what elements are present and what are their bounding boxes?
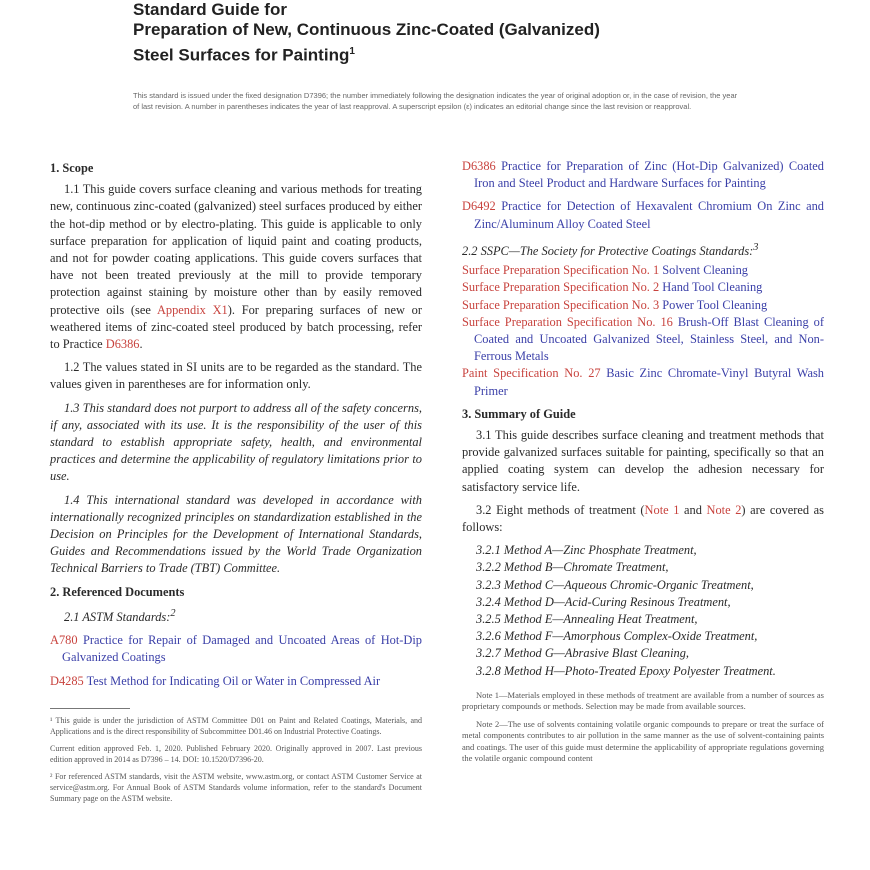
sspc-item[interactable]: Surface Preparation Specification No. 2 Hand Tool Cleaning bbox=[462, 280, 763, 295]
note-1: Note 1—Materials employed in these methods of treatment are available from a number of sources as proprietary compounds or methods. Selection may be made from available sources. bbox=[462, 689, 824, 712]
list-item: 3.2.5 Method E—Annealing Heat Treatment, bbox=[476, 612, 698, 626]
right-column bbox=[462, 158, 824, 771]
document-title bbox=[133, 0, 773, 67]
note-2-link[interactable]: Note 2 bbox=[706, 502, 742, 517]
list-item: 3.2.1 Method A—Zinc Phosphate Treatment, bbox=[476, 543, 697, 558]
scope-paragraph-1: 1.1 This guide covers surface cleaning and various methods for treating new, continuous zinc-coated (galvanized) steel surfaces produced by either the hot-dip method or by electro-plating. This guide is applicable to only surface preparation for application of liquid paint and coating products, and not for powder coating applications. This guide covers surfaces that have not been treated previously at the mill to provide temporary protection against staining by moisture other than by easily removed protective oils (see Appendix X1). For preparing surfaces of new or weathered items of zinc-coated steel produced by batch processing, refer to Practice D6386. bbox=[50, 182, 423, 352]
note-1-link[interactable]: Note 1 bbox=[644, 502, 680, 517]
sspc-standards-label: 2.2 SSPC—The Society for Protective Coatings Standards:$^3$ bbox=[462, 241, 759, 258]
reference-item[interactable]: D4285 Test Method for Indicating Oil or Water in Compressed Air bbox=[50, 673, 381, 688]
sspc-item[interactable]: Surface Preparation Specification No. 16 Brush-Off Blast Cleaning of Coated and Uncoated Galvanized Steel, Stainless Steel, and Non-Ferrous Metals bbox=[462, 314, 824, 364]
footnote-1: ¹ This guide is under the jurisdiction of ASTM Committee D01 on Paint and Related Coatings, Materials, and Applications and is the direct responsibility of Subcommittee D01.46 on Industrial Protective Coatings. bbox=[50, 715, 422, 736]
scope-paragraph-3: 1.3 This standard does not purport to address all of the safety concerns, if any, associated with its use. It is the responsibility of the user of this standard to establish appropriate safety, health, and environmental practices and determine the applicability of regulatory limitations prior to use. bbox=[50, 400, 422, 484]
methods-list bbox=[462, 542, 824, 680]
issuance-notice: This standard is issued under the fixed designation D7396; the number immediately following the designation indicates the year of original adoption or, in the case of revision, the year of last revision. A number in parentheses indicates the year of last reapproval. A superscript epsilon (ε) indicates an editorial change since the last revision or reapproval. bbox=[133, 91, 738, 111]
sspc-item[interactable]: Paint Specification No. 27 Basic Zinc Chromate-Vinyl Butyral Wash Primer bbox=[462, 366, 824, 398]
sspc-item[interactable]: Surface Preparation Specification No. 1 Solvent Cleaning bbox=[462, 263, 748, 278]
list-item: 3.2.8 Method H—Photo-Treated Epoxy Polyester Treatment. bbox=[476, 663, 776, 678]
astm-standards-label: 2.1 ASTM Standards:$^2$ bbox=[64, 607, 176, 624]
title-line-2: Preparation of New, Continuous Zinc-Coated (Galvanized) bbox=[133, 20, 600, 39]
scope-paragraph-4: 1.4 This international standard was developed in accordance with internationally recognized principles on standardization established in the Decision on Principles for the Development of International Standards, Guides and Recommendations issued by the World Trade Organization Technical Barriers to Trade (TBT) Committee. bbox=[50, 492, 422, 576]
sspc-item[interactable]: Surface Preparation Specification No. 3 Power Tool Cleaning bbox=[462, 297, 768, 312]
reference-item[interactable]: D6492 Practice for Detection of Hexavalent Chromium On Zinc and Zinc/Aluminum Alloy Coated Steel bbox=[462, 199, 824, 231]
summary-heading: 3. Summary of Guide bbox=[462, 406, 576, 421]
appendix-link[interactable]: Appendix X1 bbox=[156, 302, 228, 317]
list-item: 3.2.7 Method G—Abrasive Blast Cleaning, bbox=[476, 646, 690, 661]
list-item: 3.2.3 Method C—Aqueous Chromic-Organic Treatment, bbox=[476, 577, 754, 592]
d6386-link[interactable]: D6386 bbox=[105, 337, 140, 352]
scope-paragraph-2: 1.2 The values stated in SI units are to be regarded as the standard. The values given in parentheses are for information only. bbox=[50, 360, 422, 392]
summary-paragraph-1: 3.1 This guide describes surface cleaning and treatment methods that provide galvanized surfaces suitable for painting, specifically so that an applied coating system can develop the adhesion necessary for satisfactory service life. bbox=[462, 427, 824, 494]
footnote-2: ² For referenced ASTM standards, visit the ASTM website, www.astm.org, or contact ASTM Customer Service at service@astm.org. For Annual Book of ASTM Standards volume information, refer to the standard's Document Summary page on the ASTM website. bbox=[50, 771, 422, 803]
note-2: Note 2—The use of solvents containing volatile organic compounds to prepare or treat the surface of metal components contributes to air pollution in the same manner as the use of solvent-containing paints and coatings. The user of this guide must determine the applicability of appropriate regulations governing the volatile organic compound content bbox=[462, 718, 824, 764]
footnote-divider bbox=[50, 708, 130, 709]
scope-heading: 1. Scope bbox=[50, 161, 94, 175]
title-footnote-ref[interactable]: 1 bbox=[349, 46, 355, 57]
left-column bbox=[50, 154, 422, 810]
footnote-1-edition: Current edition approved Feb. 1, 2020. Published February 2020. Originally approved in 2007. Last previous edition approved in 2014 as D7396 – 14. DOI: 10.1520/D7396-20. bbox=[50, 743, 422, 764]
title-line-1: Standard Guide for bbox=[133, 0, 287, 19]
reference-item[interactable]: D6386 Practice for Preparation of Zinc (Hot-Dip Galvanized) Coated Iron and Steel Product and Hardware Surfaces for Painting bbox=[462, 159, 824, 191]
list-item: 3.2.4 Method D—Acid-Curing Resinous Treatment, bbox=[476, 594, 731, 609]
reference-item[interactable]: A780 Practice for Repair of Damaged and Uncoated Areas of Hot-Dip Galvanized Coatings bbox=[50, 633, 423, 665]
summary-paragraph-2: 3.2 Eight methods of treatment (Note 1 and Note 2) are covered as follows: bbox=[462, 502, 824, 534]
title-line-3: Steel Surfaces for Painting$^1$ bbox=[133, 45, 355, 65]
list-item: 3.2.2 Method B—Chromate Treatment, bbox=[476, 560, 669, 575]
list-item: 3.2.6 Method F—Amorphous Complex-Oxide Treatment, bbox=[476, 629, 758, 644]
references-heading: 2. Referenced Documents bbox=[50, 584, 185, 599]
